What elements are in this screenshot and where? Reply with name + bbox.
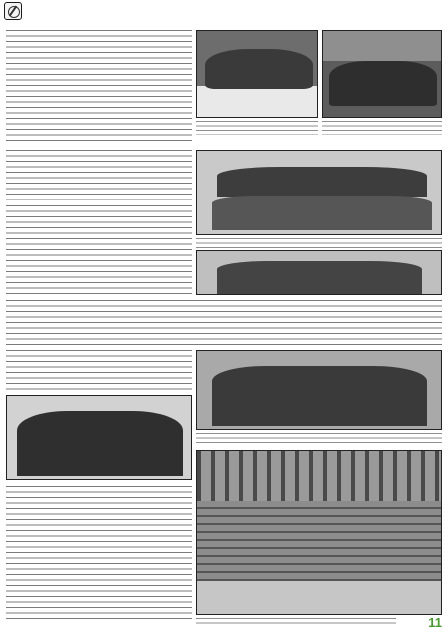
photo-gym-floor xyxy=(197,581,442,615)
caption-block-meeting xyxy=(322,121,442,135)
photo-team-1-back-row xyxy=(217,167,427,197)
photo-team-3-players xyxy=(212,366,427,426)
photo-team-1 xyxy=(196,150,442,235)
caption-block-team-3 xyxy=(196,433,442,443)
photo-team-2 xyxy=(196,250,442,295)
text-block-middle xyxy=(6,205,192,295)
photo-meeting xyxy=(322,30,442,118)
photo-team-3 xyxy=(196,350,442,430)
photo-dinner-table xyxy=(197,86,318,118)
photo-team-1-front-row xyxy=(212,196,432,230)
club-crest-icon xyxy=(4,2,22,20)
caption-block-dinner xyxy=(196,121,318,135)
photo-team-4-players xyxy=(17,411,183,476)
text-block-middle-wide xyxy=(6,300,442,345)
photo-meeting-wall xyxy=(323,31,442,61)
photo-meeting-people xyxy=(329,61,437,106)
photo-dinner xyxy=(196,30,318,118)
photo-team-2-players xyxy=(217,261,422,294)
photo-dinner-people xyxy=(205,49,313,89)
photo-gym-stands xyxy=(197,501,442,581)
photo-gym xyxy=(196,450,442,615)
text-block-1960 xyxy=(6,150,192,200)
caption-block-team-1 xyxy=(196,238,442,248)
text-block-lower xyxy=(6,350,192,390)
page-number: 11 xyxy=(428,615,442,630)
photo-gym-roof xyxy=(197,451,442,501)
photo-team-4 xyxy=(6,395,192,480)
text-block-top xyxy=(6,30,192,144)
caption-block-gym xyxy=(196,618,396,626)
text-block-bottom xyxy=(6,486,192,623)
